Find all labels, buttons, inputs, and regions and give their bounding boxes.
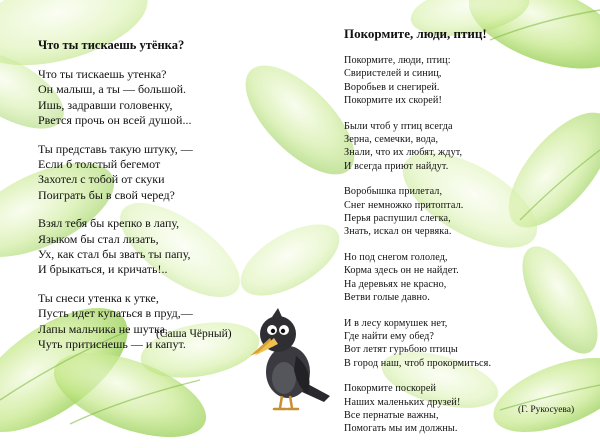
- poem-line: Зерна, семечки, вода,: [344, 134, 439, 146]
- poem-line: Захотел с тобой от скуки: [38, 172, 165, 187]
- right-poem-title: Покормите, люди, птиц!: [344, 26, 487, 41]
- poem-line: Знали, что их любят, ждут,: [344, 147, 463, 159]
- poem-line: Свиристелей и синиц,: [344, 68, 442, 80]
- poem-line: Перья распушил слегка,: [344, 213, 451, 225]
- right-poem-author: (Г. Рукосуева): [518, 405, 575, 415]
- right-poem: [344, 26, 594, 448]
- poem-line: Ты снеси утенка к утке,: [38, 290, 159, 305]
- poem-line: Знать, искал он червяка.: [344, 226, 452, 238]
- poem-line: Лапы мальчика не шутка,: [38, 321, 168, 336]
- poem-line: Помогать мы им должны.: [344, 423, 458, 435]
- poem-line: И в лесу кормушек нет,: [344, 317, 448, 329]
- stanza: [344, 317, 594, 371]
- poem-line: Покормите, люди, птиц:: [344, 55, 451, 66]
- poem-line: И брыкаться, и кричать!..: [38, 262, 168, 277]
- crow-belly: [272, 362, 296, 394]
- stanza: [38, 216, 278, 278]
- stanza: [344, 54, 594, 108]
- poem-line: Были чтоб у птиц всегда: [344, 120, 453, 132]
- poem-line: Наших маленьких друзей!: [344, 396, 461, 408]
- poem-line: Ишь, задравши головенку,: [38, 97, 173, 112]
- poem-line: Ух, как стал бы звать ты папу,: [38, 247, 191, 262]
- stanza: [344, 120, 594, 174]
- poem-line: Пусть идет купаться в пруд,—: [38, 306, 193, 321]
- poem-line: Покормите поскорей: [344, 383, 437, 395]
- poem-line: Все пернатые важны,: [344, 409, 439, 421]
- poem-line: Ты представь такую штуку, —: [38, 141, 193, 156]
- stanza: [344, 251, 594, 305]
- stanza: [38, 142, 278, 204]
- crow-illustration: [244, 304, 336, 414]
- poem-line: Покормите их скорей!: [344, 95, 442, 107]
- poem-line: Вот летят гурьбою птицы: [344, 344, 458, 356]
- poem-line: Поиграть бы в свой черед?: [38, 187, 175, 202]
- poem-line: Корма здесь он не найдет.: [344, 265, 459, 277]
- poem-line: Рвется прочь он всей душой...: [38, 113, 192, 128]
- crow-pupil: [281, 329, 285, 333]
- poem-line: Где найти ему обед?: [344, 330, 434, 342]
- poem-line: Если б толстый бегемот: [38, 157, 161, 172]
- stanza: [344, 185, 594, 239]
- crow-crest: [272, 308, 282, 317]
- poem-line: Языком бы стал лизать,: [38, 231, 159, 246]
- poem-line: Что ты тискаешь утенка?: [38, 67, 167, 81]
- crow-pupil: [271, 329, 275, 333]
- poem-line: Снег немножко притоптал.: [344, 199, 464, 211]
- poem-line: Взял тебя бы крепко в лапу,: [38, 216, 180, 231]
- poem-line: Воробьев и снегирей.: [344, 81, 440, 93]
- poem-line: Воробышка прилетал,: [344, 186, 443, 198]
- poem-line: И всегда приют найдут.: [344, 160, 449, 172]
- poem-line: В город наш, чтоб прокормиться.: [344, 357, 492, 369]
- poem-line: Но под снегом гололед,: [344, 251, 448, 263]
- left-poem-author: (Саша Чёрный): [156, 328, 232, 340]
- poem-line: Ветви голые давно.: [344, 292, 430, 304]
- poem-line: Он малыш, а ты — большой.: [38, 82, 187, 97]
- left-poem-title: Что ты тискаешь утёнка?: [38, 38, 185, 52]
- left-poem: [38, 38, 278, 366]
- poem-line: На деревьях не красно,: [344, 278, 447, 290]
- stanza: [38, 67, 278, 129]
- stanza: [38, 291, 278, 353]
- poem-line: Чуть притиснешь — и капут.: [38, 337, 186, 352]
